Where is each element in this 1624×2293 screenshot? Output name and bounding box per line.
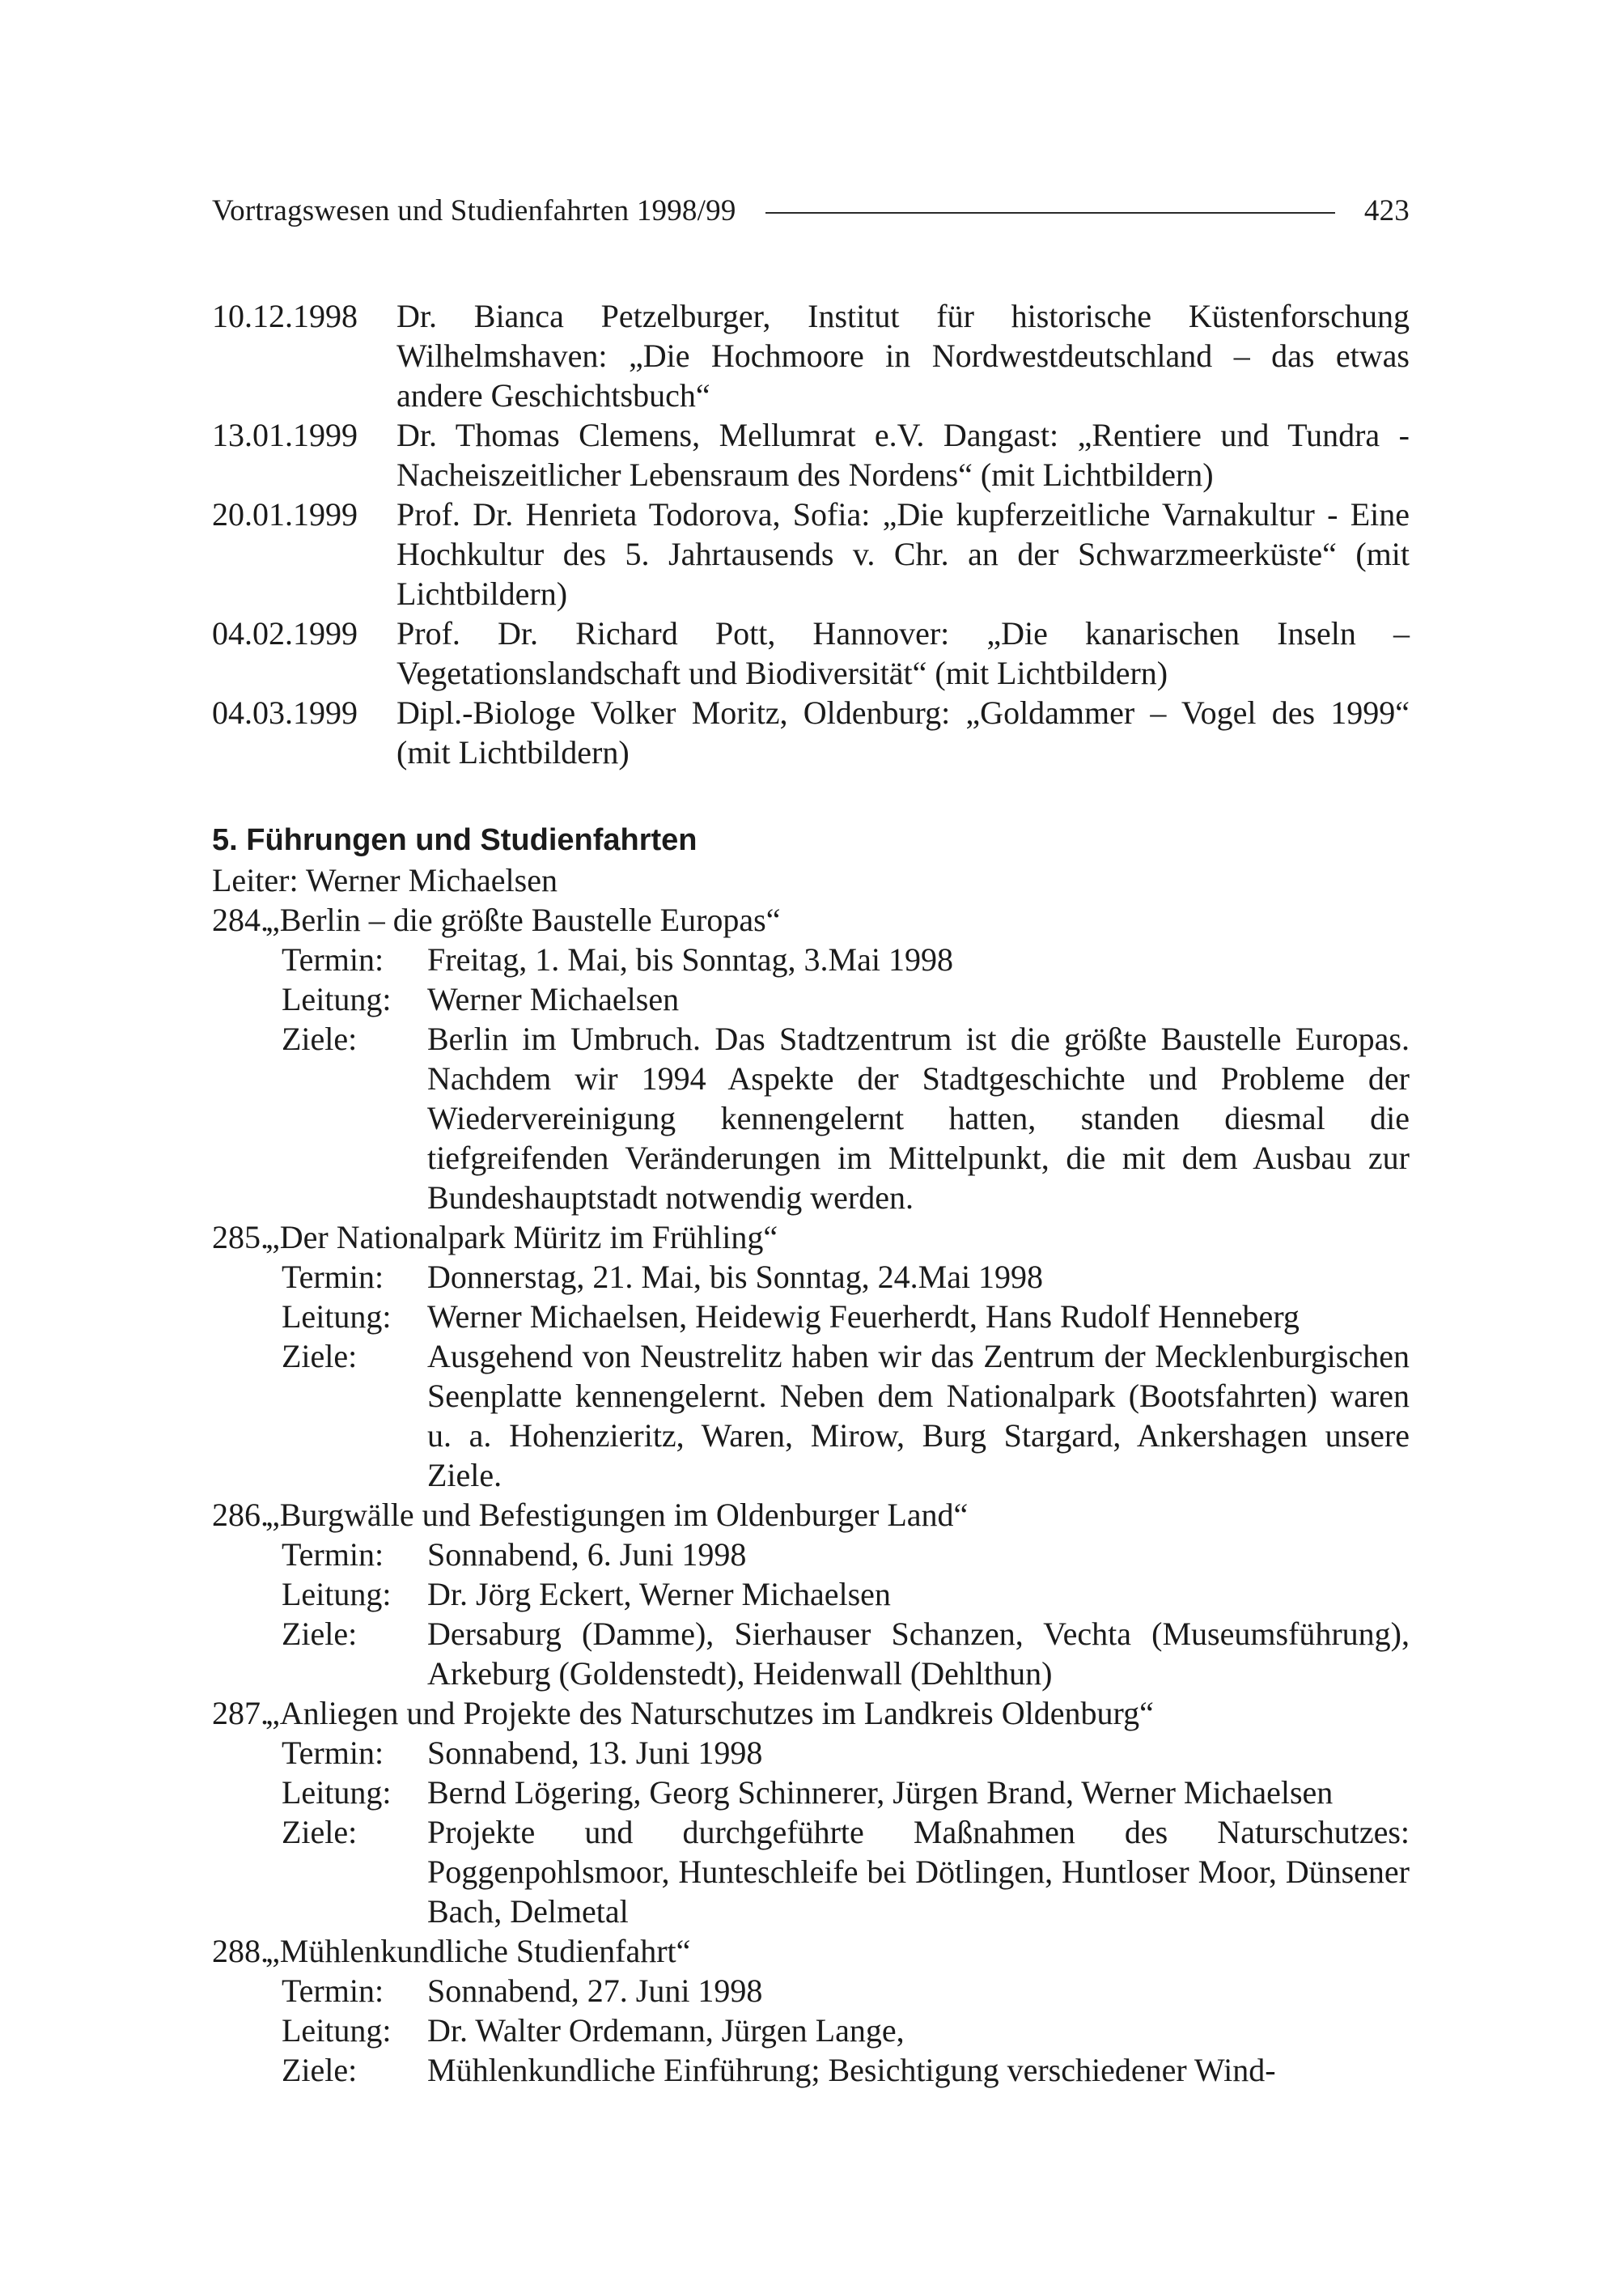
trip-termin-row xyxy=(212,1733,1410,1773)
trip-termin-row xyxy=(212,1535,1410,1574)
termin-value: Donnerstag, 21. Mai, bis Sonntag, 24.Mai 1998 xyxy=(427,1259,1044,1295)
trip-entry xyxy=(212,1931,1410,2090)
leitung-value: Bernd Lögering, Georg Schinnerer, Jürgen Brand, Werner Michaelsen xyxy=(427,1774,1334,1811)
running-head-title: Vortragswesen und Studienfahrten 1998/99 xyxy=(212,193,736,227)
header-rule xyxy=(765,212,1335,214)
trip-number: 285. xyxy=(212,1219,269,1255)
trip-ziele-row xyxy=(212,1336,1410,1495)
termin-value: Sonnabend, 6. Juni 1998 xyxy=(427,1536,747,1573)
lecture-entry xyxy=(212,495,1410,614)
trip-title: „Mühlenkundliche Studienfahrt“ xyxy=(265,1933,691,1969)
trip-termin-row xyxy=(212,940,1410,979)
ziele-label: Ziele: xyxy=(282,1338,358,1374)
trip-leitung-row xyxy=(212,2011,1410,2050)
trip-entry xyxy=(212,1217,1410,1495)
trip-title: „Burgwälle und Befestigungen im Oldenburger Land“ xyxy=(265,1497,969,1533)
trip-leitung-row xyxy=(212,979,1410,1019)
ziele-value: Mühlenkundliche Einführung; Besichtigung verschiedener Wind- xyxy=(427,2052,1276,2088)
leitung-value: Werner Michaelsen xyxy=(427,981,680,1017)
page-number: 423 xyxy=(1363,193,1410,227)
trip-number: 287. xyxy=(212,1695,269,1731)
ziele-label: Ziele: xyxy=(282,1814,358,1850)
lecture-date: 10.12.1998 xyxy=(212,298,358,334)
trip-entry xyxy=(212,900,1410,1217)
trip-leitung-row xyxy=(212,1574,1410,1614)
trip-heading xyxy=(212,1495,1410,1535)
leitung-value: Dr. Walter Ordemann, Jürgen Lange, xyxy=(427,2012,905,2049)
section-title: 5. Führungen und Studienfahrten xyxy=(212,823,698,857)
trip-leitung-row xyxy=(212,1297,1410,1336)
lecture-list xyxy=(212,296,1410,772)
trip-number: 288. xyxy=(212,1933,269,1969)
lecture-entry xyxy=(212,296,1410,415)
trip-heading xyxy=(212,1693,1410,1733)
leitung-label: Leitung: xyxy=(282,981,392,1017)
trip-leitung-row xyxy=(212,1773,1410,1812)
ziele-label: Ziele: xyxy=(282,2052,358,2088)
lecture-entry xyxy=(212,693,1410,772)
leitung-label: Leitung: xyxy=(282,1774,392,1811)
trip-ziele-row xyxy=(212,1614,1410,1693)
lecture-entry xyxy=(212,614,1410,693)
leitung-value: Dr. Jörg Eckert, Werner Michaelsen xyxy=(427,1576,891,1612)
trip-heading xyxy=(212,1931,1410,1971)
trip-termin-row xyxy=(212,1971,1410,2011)
book-page xyxy=(212,188,1410,2090)
ziele-value: Dersaburg (Damme), Sierhauser Schanzen, Vechta (Museumsführung), Arkeburg (Goldenstedt), Heidenwall (Dehlthun) xyxy=(427,1616,1410,1692)
lecture-date: 20.01.1999 xyxy=(212,496,358,533)
trip-ziele-row xyxy=(212,2050,1410,2090)
section-fuehrungen xyxy=(212,821,1410,2090)
termin-label: Termin: xyxy=(282,1735,384,1771)
lecture-date: 04.03.1999 xyxy=(212,694,358,731)
lecture-date: 13.01.1999 xyxy=(212,417,358,453)
ziele-value: Berlin im Umbruch. Das Stadtzentrum ist die größte Baustelle Europas. Nachdem wir 1994 Aspekte der Stadtgeschichte und Probleme der Wiedervereinigung kennengelernt hatten, standen diesmal die tiefgreifenden Veränderungen im Mittelpunkt, die mit dem Ausbau zur Bundeshauptstadt notwendig werden. xyxy=(427,1021,1410,1216)
leitung-value: Werner Michaelsen, Heidewig Feuerherdt, Hans Rudolf Henneberg xyxy=(427,1298,1300,1335)
termin-label: Termin: xyxy=(282,1259,384,1295)
lecture-text: Prof. Dr. Henrieta Todorova, Sofia: „Die kupferzeitliche Varnakultur - Eine Hochkultur des 5. Jahrtausends v. Chr. an der Schwarzmeerküste“ (mit Lichtbildern) xyxy=(396,496,1410,612)
termin-label: Termin: xyxy=(282,1536,384,1573)
leitung-label: Leitung: xyxy=(282,1576,392,1612)
ziele-value: Ausgehend von Neustrelitz haben wir das Zentrum der Mecklenburgischen Seenplatte kennengelernt. Neben dem Nationalpark (Bootsfahrten) waren u. a. Hohenzieritz, Waren, Mirow, Burg Stargard, Ankershagen unsere Ziele. xyxy=(427,1338,1410,1493)
ziele-label: Ziele: xyxy=(282,1616,358,1652)
trip-title: „Berlin – die größte Baustelle Europas“ xyxy=(265,902,781,938)
trip-number: 286. xyxy=(212,1497,269,1533)
lecture-text: Prof. Dr. Richard Pott, Hannover: „Die kanarischen Inseln – Vegetationslandschaft und Biodiversität“ (mit Lichtbildern) xyxy=(396,615,1410,691)
termin-label: Termin: xyxy=(282,941,384,978)
leitung-label: Leitung: xyxy=(282,2012,392,2049)
lecture-entry xyxy=(212,415,1410,495)
trip-heading xyxy=(212,900,1410,940)
lecture-text: Dipl.-Biologe Volker Moritz, Oldenburg: „Goldammer – Vogel des 1999“ (mit Lichtbildern) xyxy=(396,694,1410,771)
termin-value: Sonnabend, 13. Juni 1998 xyxy=(427,1735,763,1771)
ziele-label: Ziele: xyxy=(282,1021,358,1057)
termin-label: Termin: xyxy=(282,1972,384,2009)
section-leader: Leiter: Werner Michaelsen xyxy=(212,862,558,898)
trip-entry xyxy=(212,1693,1410,1931)
trip-title: „Der Nationalpark Müritz im Frühling“ xyxy=(265,1219,778,1255)
trip-ziele-row xyxy=(212,1019,1410,1217)
leitung-label: Leitung: xyxy=(282,1298,392,1335)
trip-title: „Anliegen und Projekte des Naturschutzes im Landkreis Oldenburg“ xyxy=(265,1695,1154,1731)
lecture-date: 04.02.1999 xyxy=(212,615,358,652)
trip-number: 284. xyxy=(212,902,269,938)
lecture-text: Dr. Bianca Petzelburger, Institut für historische Küstenforschung Wilhelmshaven: „Die Hochmoore in Nordwestdeutschland – das etwas andere Geschichtsbuch“ xyxy=(396,298,1410,414)
trip-ziele-row xyxy=(212,1812,1410,1931)
termin-value: Sonnabend, 27. Juni 1998 xyxy=(427,1972,763,2009)
ziele-value: Projekte und durchgeführte Maßnahmen des Naturschutzes: Poggenpohlsmoor, Hunteschleife bei Dötlingen, Huntloser Moor, Dünsener Bach, Delmetal xyxy=(427,1814,1410,1930)
lecture-text: Dr. Thomas Clemens, Mellumrat e.V. Dangast: „Rentiere und Tundra - Nacheiszeitlicher Lebensraum des Nordens“ (mit Lichtbildern) xyxy=(396,417,1410,493)
trip-heading xyxy=(212,1217,1410,1257)
termin-value: Freitag, 1. Mai, bis Sonntag, 3.Mai 1998 xyxy=(427,941,953,978)
running-head xyxy=(212,188,1410,233)
trip-termin-row xyxy=(212,1257,1410,1297)
trip-entry xyxy=(212,1495,1410,1693)
